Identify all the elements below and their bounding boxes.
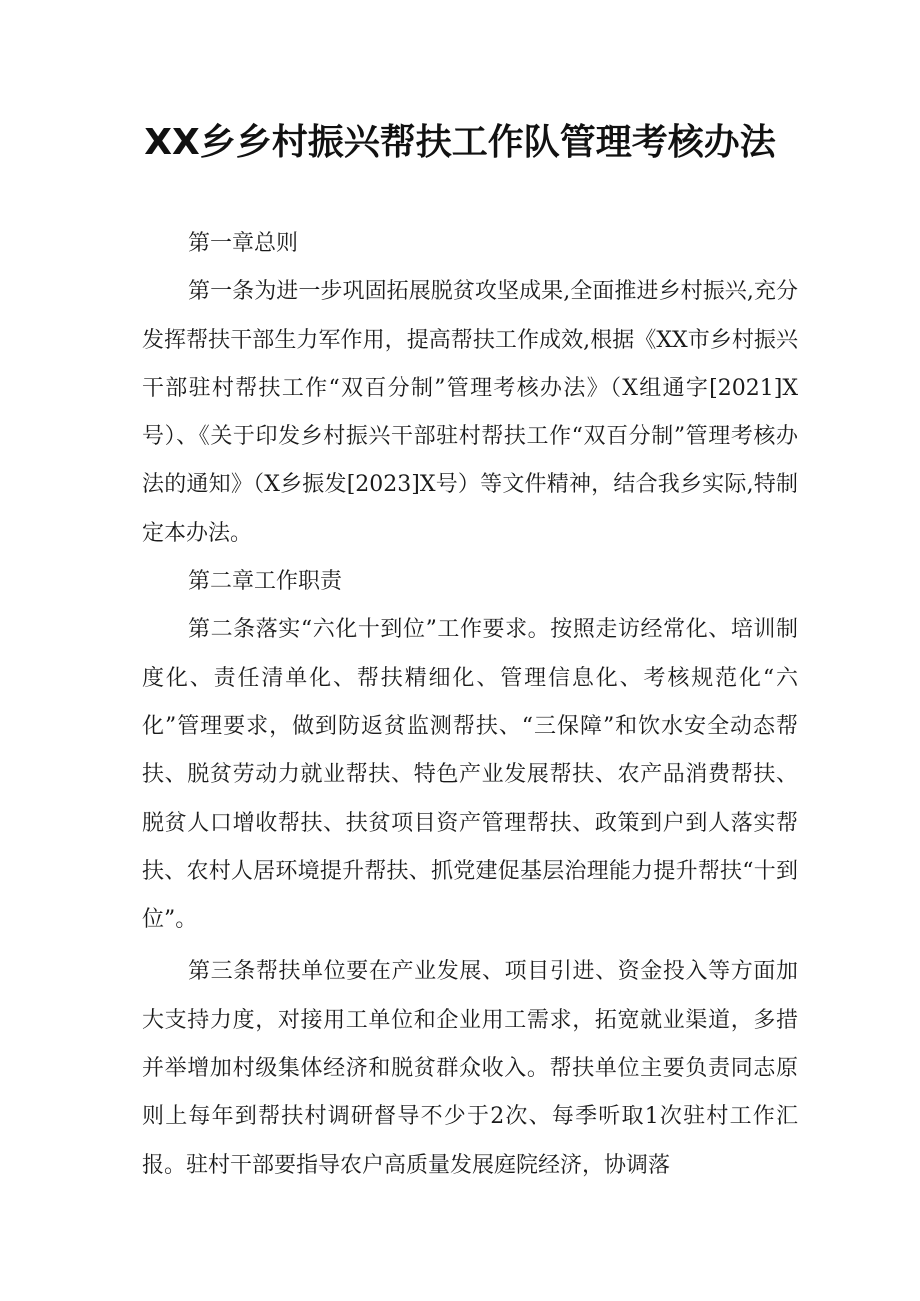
article-2-paragraph: 第二条落实“六化十到位”工作要求。按照走访经常化、培训制度化、责任清单化、帮扶精细化、管理信息化、考核规范化“六化”管理要求，做到防返贫监测帮扶、“三保障”和饮水安全动态帮扶、脱贫劳动力就业帮扶、特色产业发展帮扶、农产品消费帮扶、脱贫人口增收帮扶、扶贫项目资产管理帮扶、政策到户到人落实帮扶、农村人居环境提升帮扶、抓党建促基层治理能力提升帮扶“十到位”。	[142, 617, 798, 933]
document-body	[142, 220, 798, 1190]
article-3-paragraph: 第三条帮扶单位要在产业发展、项目引进、资金投入等方面加大支持力度，对接用工单位和企业用工需求，拓宽就业渠道，多措并举增加村级集体经济和脱贫群众收入。帮扶单位主要负责同志原则上每年到帮扶村调研督导不少于2次、每季听取1次驻村工作汇报。驻村干部要指导农户高质量发展庭院经济，协调落	[142, 959, 798, 1178]
chapter-1-heading: 第一章总则	[188, 231, 299, 256]
chapter-2-heading: 第二章工作职责	[188, 569, 343, 595]
document-title: XX乡乡村振兴帮扶工作队管理考核办法	[144, 122, 776, 163]
article-1-paragraph: 第一条为进一步巩固拓展脱贫攻坚成果,全面推进乡村振兴,充分发挥帮扶干部生力军作用，提高帮扶工作成效,根据《XX市乡村振兴干部驻村帮扶工作“双百分制”管理考核办法》（X组通字[2021]X号）、《关于印发乡村振兴干部驻村帮扶工作“双百分制”管理考核办法的通知》（X乡振发[2023]X号）等文件精神，结合我乡实际,特制定本办法。	[142, 279, 798, 546]
